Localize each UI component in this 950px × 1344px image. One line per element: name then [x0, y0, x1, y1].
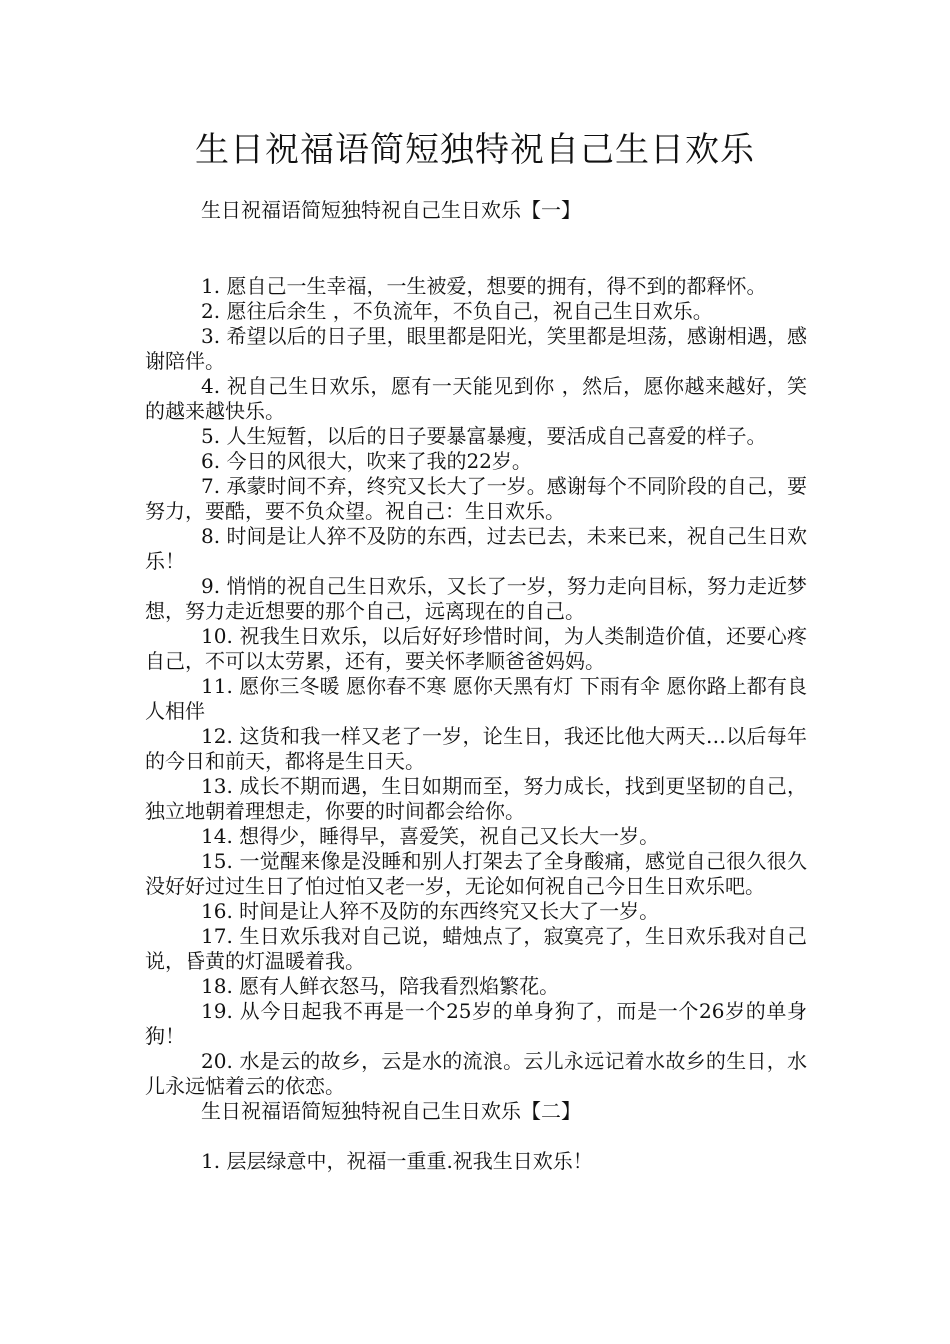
list-item: 1. 层层绿意中，祝福一重重.祝我生日欢乐！ [201, 1149, 593, 1173]
list-item: 1. 愿自己一生幸福，一生被爱，想要的拥有，得不到的都释怀。 [201, 274, 767, 298]
section-2-list [145, 1149, 807, 1174]
page-title: 生日祝福语简短独特祝自己生日欢乐 [195, 130, 755, 170]
list-item: 2. 愿往后余生 ，不负流年，不负自己，祝自己生日欢乐。 [201, 299, 713, 323]
list-item: 14. 想得少，睡得早，喜爱笑，祝自己又长大一岁。 [201, 824, 660, 848]
list-item: 11. 愿你三冬暖 愿你春不寒 愿你天黑有灯 下雨有伞 愿你路上都有良人相伴 [145, 674, 807, 723]
list-item: 15. 一觉醒来像是没睡和别人打架去了全身酸痛，感觉自己很久很久没好好过过生日了怕过怕又老一岁，无论如何祝自己今日生日欢乐吧。 [145, 849, 807, 898]
list-item: 16. 时间是让人猝不及防的东西终究又长大了一岁。 [201, 899, 660, 923]
list-item: 8. 时间是让人猝不及防的东西，过去已去，未来已来，祝自己生日欢乐！ [145, 524, 807, 573]
list-item: 9. 悄悄的祝自己生日欢乐，又长了一岁，努力走向目标，努力走近梦想，努力走近想要的那个自己，远离现在的自己。 [145, 574, 807, 623]
list-item: 18. 愿有人鲜衣怒马，陪我看烈焰繁花。 [201, 974, 560, 998]
list-item: 4. 祝自己生日欢乐，愿有一天能见到你 ，然后，愿你越来越好，笑的越来越快乐。 [145, 374, 807, 423]
blank-line [145, 223, 807, 248]
list-item: 12. 这货和我一样又老了一岁，论生日，我还比他大两天…以后每年的今日和前天，都将是生日天。 [145, 724, 807, 773]
list-item: 19. 从今日起我不再是一个25岁的单身狗了，而是一个26岁的单身狗！ [145, 999, 807, 1048]
list-item: 10. 祝我生日欢乐，以后好好珍惜时间，为人类制造价值，还要心疼自己，不可以太劳累，还有，要关怀孝顺爸爸妈妈。 [145, 624, 807, 673]
list-item: 17. 生日欢乐我对自己说，蜡烛点了，寂寞亮了，生日欢乐我对自己说，昏黄的灯温暖着我。 [145, 924, 807, 973]
blank-line [145, 1124, 807, 1149]
section-heading-1: 生日祝福语简短独特祝自己生日欢乐【一】 [201, 198, 581, 222]
list-item: 3. 希望以后的日子里，眼里都是阳光，笑里都是坦荡，感谢相遇，感谢陪伴。 [145, 324, 807, 373]
list-item: 5. 人生短暂，以后的日子要暴富暴瘦，要活成自己喜爱的样子。 [201, 424, 767, 448]
list-item: 13. 成长不期而遇，生日如期而至，努力成长，找到更坚韧的自己，独立地朝着理想走，你要的时间都会给你。 [145, 774, 807, 823]
document-body [145, 198, 807, 1174]
list-item: 6. 今日的风很大，吹来了我的22岁。 [201, 449, 532, 473]
section-1-list [145, 274, 807, 1099]
list-item: 7. 承蒙时间不弃，终究又长大了一岁。感谢每个不同阶段的自己，要努力，要酷，要不负众望。祝自己：生日欢乐。 [145, 474, 807, 523]
list-item: 20. 水是云的故乡，云是水的流浪。云儿永远记着水故乡的生日，水儿永远惦着云的依恋。 [145, 1049, 807, 1098]
section-heading-2: 生日祝福语简短独特祝自己生日欢乐【二】 [201, 1099, 581, 1123]
